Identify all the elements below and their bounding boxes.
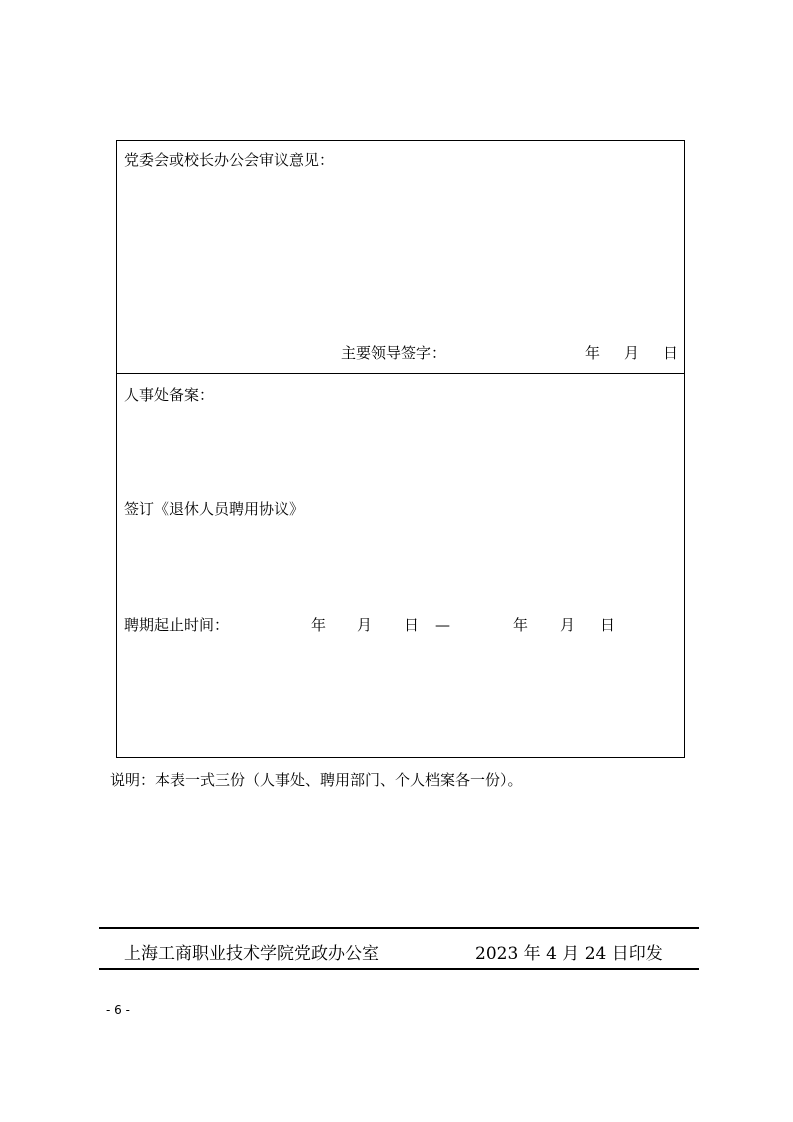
period-start-month: 月	[357, 616, 373, 634]
period-start-day: 日	[404, 616, 420, 634]
period-end-month: 月	[560, 616, 576, 634]
hr-filing-heading: 人事处备案：	[124, 386, 215, 404]
period-start-year: 年	[311, 616, 327, 634]
issuing-office: 上海工商职业技术学院党政办公室	[124, 944, 379, 964]
footer-top-rule	[99, 927, 699, 929]
period-dash: —	[435, 616, 450, 634]
leader-signature-label: 主要领导签字：	[341, 344, 447, 362]
signature-date-year: 年	[585, 344, 601, 362]
party-committee-opinion-heading: 党委会或校长办公会审议意见：	[124, 151, 335, 169]
retiree-agreement-label: 签订《退休人员聘用协议》	[124, 500, 305, 518]
period-end-day: 日	[600, 616, 616, 634]
footer-bottom-rule	[99, 968, 699, 970]
approval-form-table	[116, 140, 685, 758]
employment-period-label: 聘期起止时间：	[124, 616, 230, 634]
form-note: 说明：本表一式三份（人事处、聘用部门、个人档案各一份）。	[110, 771, 523, 789]
signature-date-month: 月	[624, 344, 640, 362]
issue-date: 2023 年 4 月 24 日印发	[475, 944, 663, 964]
period-end-year: 年	[513, 616, 529, 634]
section-divider	[117, 373, 684, 374]
signature-date-day: 日	[663, 344, 679, 362]
page-number: - 6 -	[106, 1003, 130, 1017]
